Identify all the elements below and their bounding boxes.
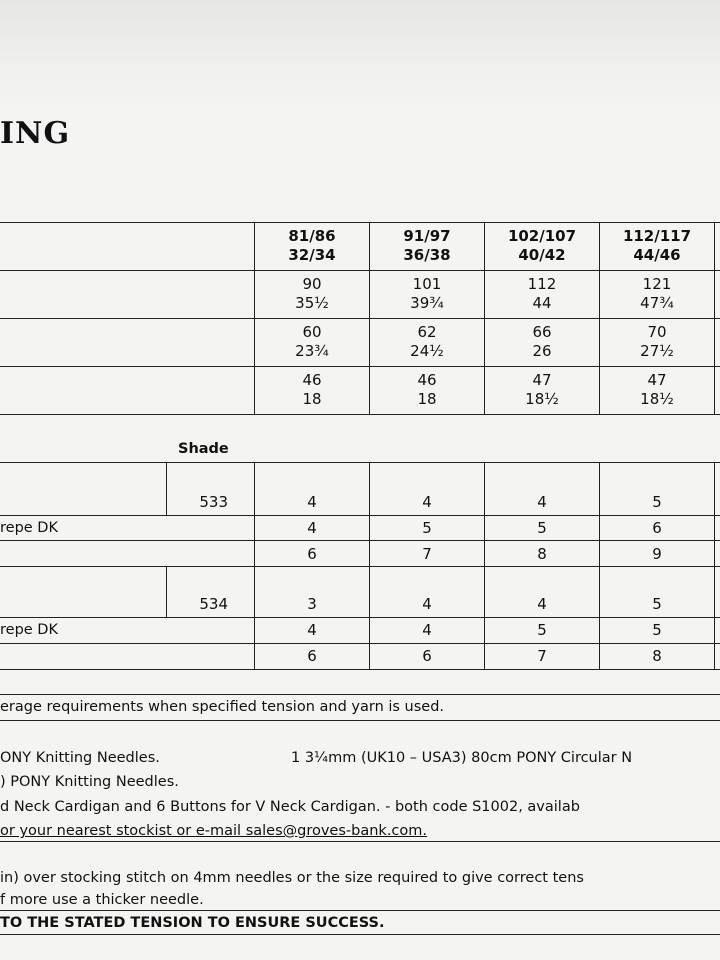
table-rule [714, 222, 715, 415]
table-rule [0, 515, 720, 516]
yarn-qty-cell: 4 [422, 493, 432, 511]
measurement-cell: 90 35½ [295, 275, 329, 312]
measurement-cell: 70 27½ [640, 323, 674, 360]
section-rule [0, 910, 720, 911]
yarn-qty-cell: 4 [537, 493, 547, 511]
size-header: 81/86 32/34 [288, 227, 336, 264]
table-rule [0, 414, 720, 415]
table-rule [0, 669, 720, 670]
measurement-cell: 66 26 [532, 323, 552, 360]
table-rule [0, 222, 720, 223]
yarn-qty-cell: 5 [652, 595, 662, 613]
table-rule [0, 617, 720, 618]
shade-number: 533 [199, 493, 228, 511]
size-header: 112/117 44/46 [622, 227, 692, 264]
yarn-qty-cell: 5 [652, 493, 662, 511]
yarn-qty-cell: 6 [422, 647, 432, 665]
blurred-page-top [0, 0, 720, 110]
yarn-qty-cell: 6 [307, 647, 317, 665]
yarn-qty-cell: 5 [537, 519, 547, 537]
measurement-cell: 112 44 [527, 275, 557, 312]
yarn-qty-cell: 6 [652, 519, 662, 537]
yarn-qty-cell: 4 [307, 519, 317, 537]
section-rule [0, 841, 720, 842]
table-rule [0, 566, 720, 567]
tension-note: f more use a thicker needle. [0, 892, 204, 908]
measurement-cell: 121 47¾ [640, 275, 674, 312]
section-rule [0, 694, 720, 695]
average-note: erage requirements when specified tension and yarn is used. [0, 699, 445, 715]
table-rule [0, 643, 720, 644]
size-header: 102/107 40/42 [507, 227, 577, 264]
tension-note: in) over stocking stitch on 4mm needles or the size required to give correct tens [0, 870, 584, 886]
size-header: 91/97 36/38 [403, 227, 451, 264]
yarn-qty-cell: 7 [422, 545, 432, 563]
yarn-qty-cell: 4 [422, 595, 432, 613]
table-rule [0, 462, 720, 463]
yarn-qty-cell: 9 [652, 545, 662, 563]
buttons-note: d Neck Cardigan and 6 Buttons for V Neck Cardigan. - both code S1002, availab [0, 799, 580, 815]
yarn-qty-cell: 7 [537, 647, 547, 665]
measurement-cell: 46 18 [417, 371, 437, 408]
yarn-qty-cell: 5 [537, 621, 547, 639]
page-title: ING [0, 116, 71, 151]
shade-header: Shade [178, 441, 229, 457]
yarn-qty-cell: 4 [422, 621, 432, 639]
yarn-qty-cell: 6 [307, 545, 317, 563]
yarn-label: repe DK [0, 622, 58, 638]
table-rule [714, 462, 715, 670]
measurement-cell: 47 18½ [525, 371, 559, 408]
table-rule [0, 366, 720, 367]
measurement-cell: 60 23¾ [295, 323, 329, 360]
measurement-cell: 101 39¾ [410, 275, 444, 312]
yarn-qty-cell: 4 [307, 493, 317, 511]
needles-note: ) PONY Knitting Needles. [0, 774, 179, 790]
measurement-cell: 62 24½ [410, 323, 444, 360]
yarn-qty-cell: 8 [652, 647, 662, 665]
needles-note: ONY Knitting Needles. [0, 750, 160, 766]
measurement-cell: 47 18½ [640, 371, 674, 408]
yarn-qty-cell: 5 [422, 519, 432, 537]
yarn-qty-cell: 4 [537, 595, 547, 613]
table-rule [0, 318, 720, 319]
table-rule [0, 540, 720, 541]
yarn-qty-cell: 3 [307, 595, 317, 613]
table-rule [0, 270, 720, 271]
shade-number: 534 [199, 595, 228, 613]
tension-warning: TO THE STATED TENSION TO ENSURE SUCCESS. [0, 915, 385, 931]
section-rule [0, 934, 720, 935]
section-rule [0, 720, 720, 721]
circular-needle-note: 1 3¼mm (UK10 – USA3) 80cm PONY Circular N [291, 750, 633, 766]
yarn-label: repe DK [0, 520, 58, 536]
measurement-cell: 46 18 [302, 371, 322, 408]
yarn-qty-cell: 4 [307, 621, 317, 639]
yarn-qty-cell: 8 [537, 545, 547, 563]
yarn-qty-cell: 5 [652, 621, 662, 639]
stockist-note: or your nearest stockist or e-mail sales@groves-bank.com. [0, 823, 428, 839]
